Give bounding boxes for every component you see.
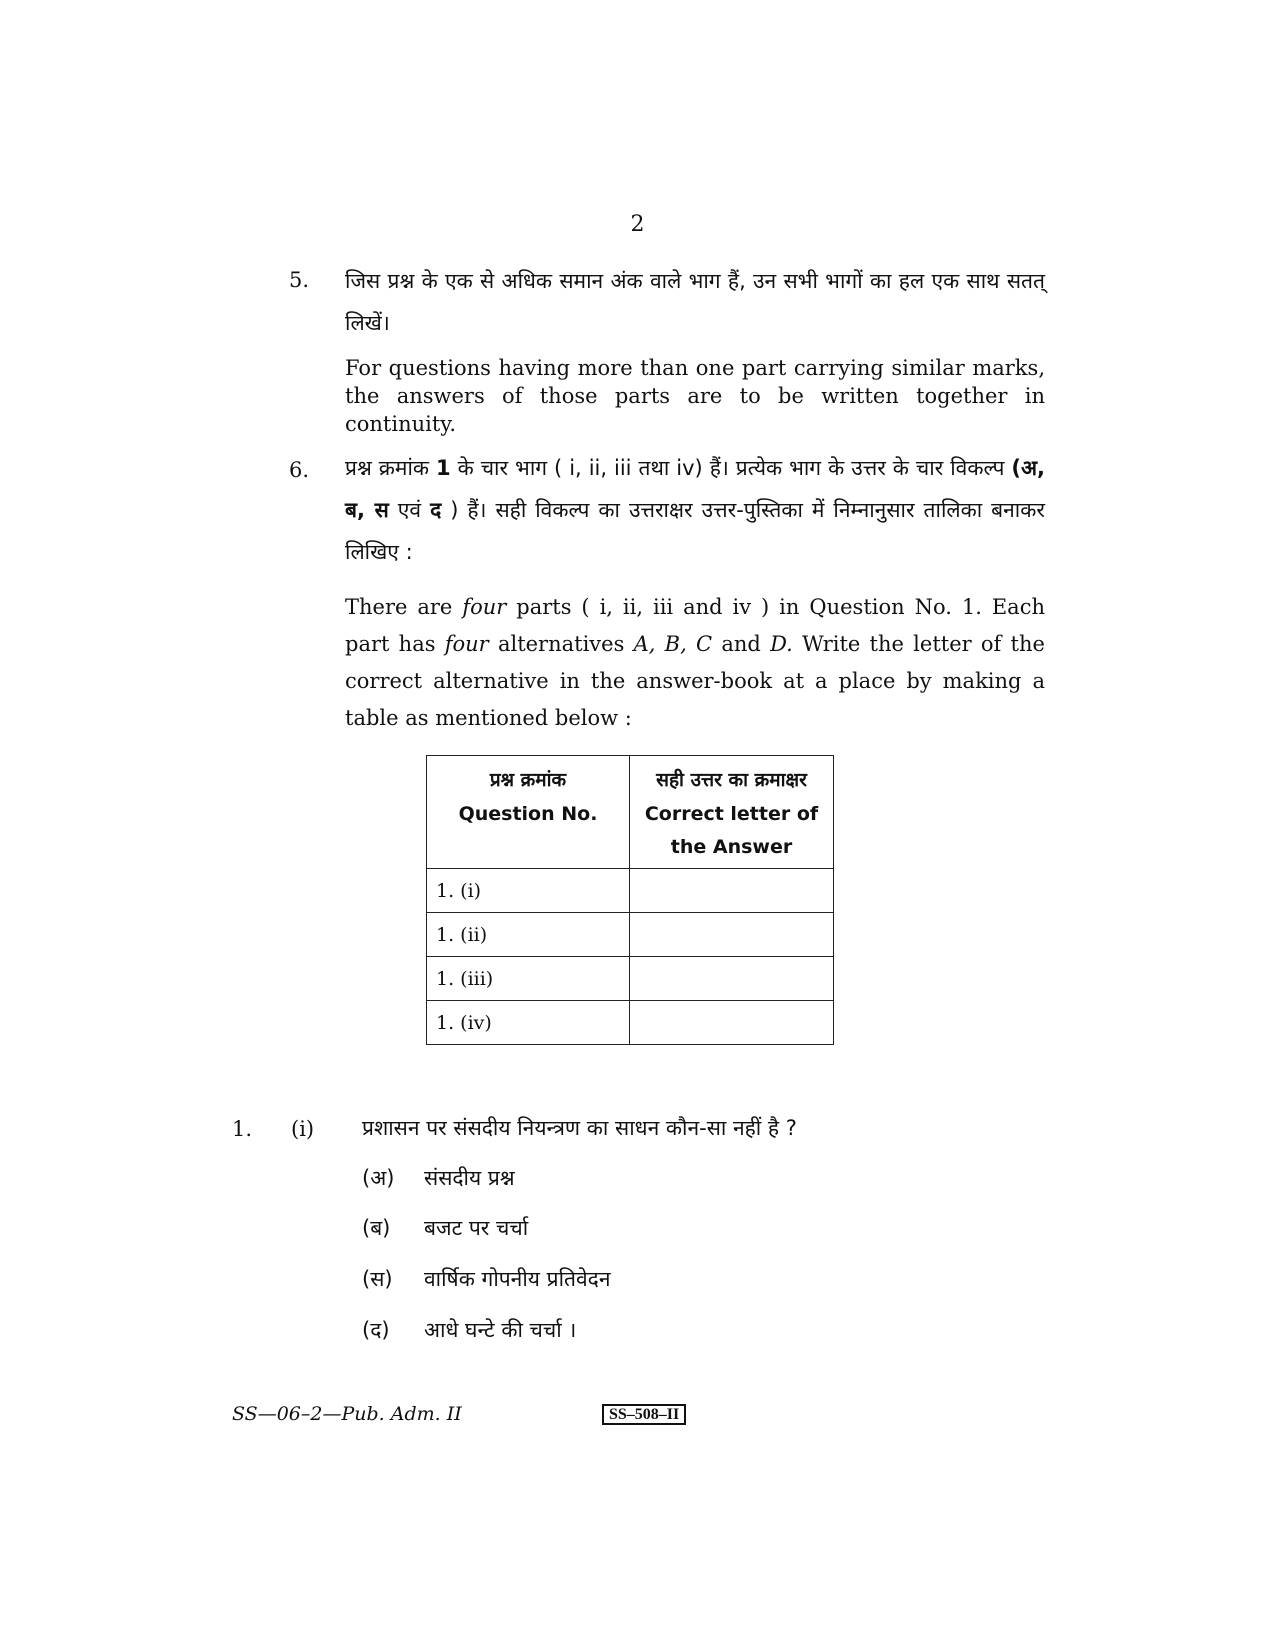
question-part: (i) [291,1117,315,1141]
header-question-no: प्रश्न क्रमांक Question No. [427,756,630,869]
instruction-6-number: 6. [289,458,310,482]
row-answer-cell [630,1001,834,1045]
row-answer-cell [630,869,834,913]
option-a-text: संसदीय प्रश्न [424,1166,515,1190]
footer-series-code: SS–508–II [602,1404,686,1425]
option-d-text: आधे घन्टे की चर्चा । [424,1318,577,1342]
question-text: प्रशासन पर संसदीय नियन्त्रण का साधन कौन-सा नहीं है ? [362,1116,797,1140]
table-row [427,869,834,913]
row-answer-cell [630,913,834,957]
instruction-6-hindi: प्रश्न क्रमांक 1 के चार भाग ( i, ii, iii तथा iv) हैं। प्रत्येक भाग के उत्तर के चार विकल्प (अ, ब, स एवं द ) हैं। सही विकल्प का उत्तराक्षर उत्तर-पुस्तिका में निम्नानुसार तालिका बनाकर लिखिए : [345,456,1046,564]
row-question-cell: 1. (iii) [427,957,630,1001]
row-question-cell: 1. (i) [427,869,630,913]
instruction-5-hindi: जिस प्रश्न के एक से अधिक समान अंक वाले भाग हैं, उन सभी भागों का हल एक साथ सतत् लिखें। [345,269,1045,335]
option-d-label: (द) [362,1318,390,1342]
footer-code-box [602,1404,686,1424]
instruction-5-number: 5. [289,268,310,292]
footer-paper-code: SS—06–2—Pub. Adm. II [232,1403,462,1425]
option-c-label: (स) [362,1267,393,1291]
table-row [427,913,834,957]
header-correct-letter: सही उत्तर का क्रमाक्षर Correct letter of the Answer [630,756,834,869]
option-a-label: (अ) [362,1166,395,1190]
table-row [427,1001,834,1045]
page-number: 2 [630,212,645,237]
row-answer-cell [630,957,834,1001]
table-header-row [427,756,834,869]
instruction-6-english: There are four parts ( i, ii, iii and iv ) in Question No. 1. Each part has four alternatives A, B, C and D. Write the letter of the correct alternative in the answer-book at a place by making a table as mentioned below : [345,595,1045,730]
row-question-cell: 1. (iv) [427,1001,630,1045]
question-number: 1. [232,1117,253,1141]
row-question-cell: 1. (ii) [427,913,630,957]
option-c-text: वार्षिक गोपनीय प्रतिवेदन [424,1267,611,1291]
option-b-label: (ब) [362,1216,391,1240]
option-b-text: बजट पर चर्चा [424,1216,529,1240]
answer-table [426,755,834,1045]
instruction-5-english: For questions having more than one part carrying similar marks, the answers of those parts are to be written together in continuity. [345,356,1045,436]
table-row [427,957,834,1001]
